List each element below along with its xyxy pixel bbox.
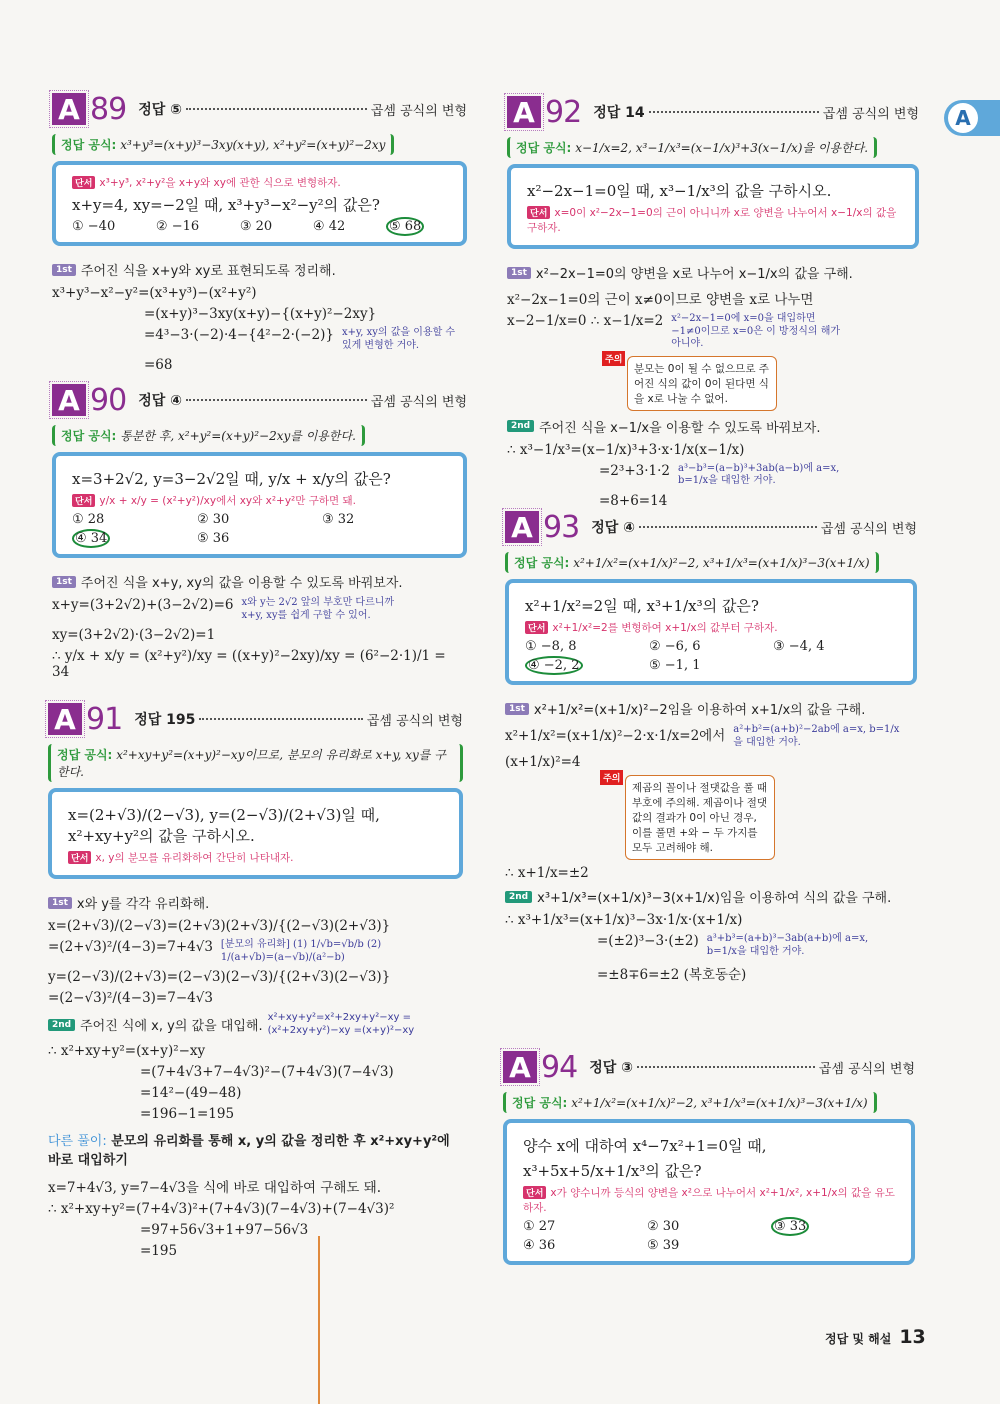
hint-text: x가 양수니까 등식의 양변을 x²으로 나누어서 x²+1/x², x+1/x의 값을 유도하자. [523,1187,895,1214]
answer-label: 정답 ⑤ [138,102,182,118]
solution-line [52,357,467,373]
choice-text: ② 30 [197,512,230,527]
level-badge: A [48,703,82,735]
equation: xy=(3+2√2)·(3−2√2)=1 [52,627,216,643]
step-text: x²+1/x²=(x+1/x)²−2임을 이용하여 x+1/x의 값을 구해. [533,703,866,718]
equation: =195 [140,1243,178,1259]
solution-line [52,627,467,643]
hint [72,175,447,190]
solution-line [48,1085,463,1101]
problem-number: 92 [545,94,582,130]
solution-line [48,990,463,1006]
choice-1[interactable] [72,219,138,234]
choice-text: ① −8, 8 [525,639,577,654]
choice-text: ② −6, 6 [649,639,701,654]
page-footer [825,1326,926,1348]
equation: x²−2x−1=0의 근이 x≠0이므로 양변을 x로 나누면 [507,292,814,308]
hint-text: x²+1/x²=2를 변형하여 x+1/x의 값부터 구하자. [552,622,778,634]
side-note: x²−2x−1=0에 x=0을 대입하면 −1≠0이므로 x=0은 이 방정식의 해가 아니야. [671,313,841,349]
choice-1[interactable] [523,1219,647,1234]
problem-number: 94 [541,1049,578,1085]
choice-text: ④ −2, 2 [525,656,583,675]
hint [525,620,897,635]
answer-formula [507,137,877,158]
question-text: x³+5x+5/x+1/x³의 값은? [523,1162,702,1180]
dot-leader [199,718,362,720]
answer-label: 정답 ③ [589,1060,633,1076]
answer-label: 정답 ④ [138,393,182,409]
side-note: x²+xy+y²=x²+2xy+y²−xy =(x²+2xy+y²)−xy =(x+y)²−xy [267,1012,415,1036]
equation: ∴ x³+1/x³=(x+1/x)³−3x·1/x·(x+1/x) [505,912,743,928]
solution-step [505,887,917,906]
solution-line [48,1043,463,1059]
step-tag: 1st [505,703,529,715]
answer-choices [72,512,447,546]
equation: ∴ x+1/x=±2 [505,865,589,881]
equation: ∴ x³−1/x³=(x−1/x)³+3·x·1/x(x−1/x) [507,441,745,458]
choice-2[interactable] [647,1219,771,1234]
solution-line [507,442,919,458]
topic-label: 곱셈 공식의 변형 [370,103,467,119]
equation: y=(2−√3)/(2+√3)=(2−√3)(2−√3)/{(2+√3)(2−√3)} [48,969,391,985]
side-note: a³−b³=(a−b)³+3ab(a−b)에 a=x, b=1/x을 대입한 거야. [677,462,840,486]
question-box [505,579,917,685]
topic-label: 곱셈 공식의 변형 [822,106,919,122]
step-tag: 1st [507,267,531,279]
dot-leader [649,111,819,113]
answer-formula [52,134,394,155]
solution-line [48,939,463,964]
hint-tag: 단서 [72,494,95,507]
problem-header [52,383,467,417]
question-box [52,161,467,246]
problem-89 [52,92,467,378]
choice-5[interactable] [197,531,322,546]
solution-line [505,754,917,770]
step-tag: 1st [48,897,72,909]
solution-line [507,463,919,488]
equation: =2³+3·1·2 [599,462,670,479]
alt-label: 다른 풀이: [48,1134,107,1149]
choice-1[interactable] [72,512,197,527]
caution-tag: 주의 [602,351,625,366]
answer-choices [525,639,897,673]
equation: =196−1=195 [140,1106,235,1122]
solution-line [52,327,467,352]
solution-line [507,493,919,509]
solution-line [48,1243,463,1259]
question-text: 양수 x에 대하여 x⁴−7x²+1=0일 때, [523,1137,767,1155]
choice-4[interactable] [523,1238,647,1253]
dot-leader [186,108,367,110]
side-note: x+y, xy의 값을 이용할 수 있게 변형한 거야. [341,327,456,351]
choice-text: ① −40 [72,219,116,234]
dot-leader [186,399,367,401]
step-tag: 2nd [507,420,534,432]
step-tag: 1st [52,576,76,588]
problem-92 [507,95,919,514]
side-note: a³+b³=(a+b)³−3ab(a+b)에 a=x, b=1/x을 대입한 거야. [706,933,869,957]
choice-text: ③ 33 [771,1217,809,1236]
hint-tag: 단서 [527,206,550,219]
choice-text: ④ 36 [523,1238,556,1253]
level-badge: A [505,511,539,543]
step-tag: 2nd [505,891,532,903]
hint [72,493,447,508]
hint-tag: 단서 [523,1186,546,1199]
equation: =(7+4√3+7−4√3)²−(7+4√3)(7−4√3) [140,1064,394,1080]
section-tab[interactable] [944,100,1000,136]
choice-text: ① 27 [523,1219,556,1234]
level-badge: A [503,1051,537,1083]
solution-step [505,699,917,718]
choice-text: ② −16 [155,219,200,234]
caution-box [605,354,777,411]
solution-line [507,313,919,351]
solution-step [48,893,463,912]
step-text: x³+1/x³=(x+1/x)³−3(x+1/x)임을 이용하여 식의 값을 구해. [537,891,892,906]
equation: ∴ x²+xy+y²=(x+y)²−xy [48,1043,206,1059]
formula-label: 정답 공식: [516,141,572,155]
equation: x−2−1/x=0 ∴ x−1/x=2 [507,313,664,329]
equation: =(±2)³−3·(±2) [597,933,699,949]
answer-formula [52,425,365,446]
question-box [503,1119,915,1265]
section-tab-label: A [948,103,978,133]
equation: ∴ x²+xy+y²=(7+4√3)²+(7+4√3)(7−4√3)+(7−4√3)² [48,1201,395,1217]
hint-tag: 단서 [68,851,91,864]
answer-formula [503,1092,877,1113]
alternative-solution [48,1130,463,1168]
side-note: a²+b²=(a+b)²−2ab에 a=x, b=1/x을 대입한 거야. [733,724,900,748]
problem-number: 90 [90,382,127,418]
level-badge: A [507,96,541,128]
question-text: x²+1/x²=2일 때, x³+1/x³의 값은? [525,597,759,615]
level-badge: A [52,384,86,416]
hint-tag: 단서 [72,176,95,189]
answer-label: 정답 ④ [591,520,635,536]
choice-text: ③ −4, 4 [773,639,825,654]
question-text: x=(2+√3)/(2−√3), y=(2−√3)/(2+√3)일 때, x²+xy+y²의 값을 구하시오. [68,806,380,845]
choice-text: ⑤ 68 [386,217,424,236]
question-text: x+y=4, xy=−2일 때, x³+y³−x²−y²의 값은? [72,196,380,214]
topic-label: 곱셈 공식의 변형 [370,394,467,410]
choice-5[interactable] [649,658,773,673]
level-badge: A [52,93,86,125]
question-box [48,788,463,879]
caution-text: 분모는 0이 될 수 없으므로 주어진 식의 값이 0이 된다면 식을 x로 나눌 수 없어. [634,362,769,405]
topic-label: 곱셈 공식의 변형 [366,713,463,729]
formula-text: x²+1/x²=(x+1/x)²−2, x³+1/x³=(x+1/x)³−3(x+1/x) [573,556,870,570]
hint-text: y/x + x/y = (x²+y²)/xy에서 xy와 x²+y²만 구하면 돼. [99,495,356,507]
alt-text: 분모의 유리화를 통해 x, y의 값을 정리한 후 x²+xy+y²에 바로 대입하기 [48,1134,450,1168]
solution-line [48,1176,463,1196]
answer-choices [72,219,447,234]
choice-5[interactable] [647,1238,771,1253]
choice-text: ⑤ 36 [197,531,230,546]
solution-line [507,288,919,308]
side-note: [분모의 유리화] (1) 1/√b=√b/b (2) 1/(a+√b)=(a−√b)/(a²−b) [220,939,382,963]
choice-2[interactable] [197,512,322,527]
footer-label: 정답 및 해설 [825,1332,892,1346]
problem-94 [503,1050,915,1279]
dot-leader [639,526,817,528]
solution-line [505,724,917,749]
choice-text: ③ 20 [239,219,273,234]
solution-line [52,306,467,322]
solution-line [48,918,463,934]
topic-label: 곱셈 공식의 변형 [818,1061,915,1077]
equation: =68 [144,357,173,373]
problem-header [48,702,463,736]
hint [527,205,899,235]
problem-header [507,95,919,129]
caution-box [603,774,775,860]
step-text: x²−2x−1=0의 양변을 x로 나누어 x−1/x의 값을 구해. [535,267,853,282]
formula-text: x−1/x=2, x³−1/x³=(x−1/x)³+3(x−1/x)을 이용한다. [575,141,869,155]
formula-text: x²+1/x²=(x+1/x)²−2, x³+1/x³=(x+1/x)³−3(x+1/x) [571,1096,868,1110]
formula-label: 정답 공식: [61,429,117,443]
equation: x+y=(3+2√2)+(3−2√2)=6 [52,597,234,613]
step-text: 주어진 식을 x−1/x을 이용할 수 있도록 바꿔보자. [539,420,821,436]
solution-line [505,865,917,881]
step-text: 주어진 식을 x+y와 xy로 표현되도록 정리해. [80,264,336,279]
equation: x²+1/x²=(x+1/x)²−2·x·1/x=2에서 [505,728,726,744]
dot-leader [637,1066,815,1068]
choice-3[interactable] [240,219,295,234]
choice-text: ④ 42 [312,219,346,234]
page-number: 13 [899,1326,926,1348]
equation: x=(2+√3)/(2−√3)=(2+√3)(2+√3)/{(2−√3)(2+√3)} [48,918,391,934]
problem-header [52,92,467,126]
equation: =(2+√3)²/(4−3)=7+4√3 [48,939,213,955]
solution-line [505,933,917,958]
hint-tag: 단서 [525,621,548,634]
equation: =14²−(49−48) [140,1085,242,1101]
question-text: x=3+2√2, y=3−2√2일 때, y/x + x/y의 값은? [72,470,391,488]
solution-line [48,1222,463,1238]
formula-label: 정답 공식: [61,138,117,152]
answer-choices [523,1219,895,1253]
equation: (x+1/x)²=4 [505,754,581,770]
step-text: x와 y를 각각 유리화해. [76,897,210,912]
formula-text: x²+xy+y²=(x+y)²−xy이므로, 분모의 유리화로 x+y, xy를 구한다. [57,748,446,779]
choice-text: ③ 32 [322,512,355,527]
choice-2[interactable] [156,219,222,234]
step-tag: 2nd [48,1019,75,1031]
equation: x³+y³−x²−y²=(x³+y³)−(x²+y²) [52,285,257,301]
formula-label: 정답 공식: [57,748,113,762]
caution-text: 제곱의 꼴이나 절댓값을 풀 때 부호에 주의해. 제곱이나 절댓값의 결과가 0이 아닌 경우, 이를 풀면 +와 − 두 가지를 모두 고려해야 해. [632,782,768,854]
solution-line [52,648,467,680]
choice-4[interactable] [313,219,368,234]
formula-label: 정답 공식: [514,556,570,570]
problem-number: 91 [86,701,123,737]
equation: =(x+y)³−3xy(x+y)−{(x+y)²−2xy} [144,306,377,322]
choice-text: ② 30 [647,1219,680,1234]
choice-2[interactable] [649,639,773,654]
solution-line [505,912,917,928]
choice-text: ⑤ −1, 1 [649,658,701,673]
hint [523,1185,895,1215]
answer-formula [48,744,463,782]
equation: ∴ y/x + x/y = (x²+y²)/xy = ((x+y)²−2xy)/xy = (6²−2·1)/1 = 34 [52,648,446,680]
formula-label: 정답 공식: [512,1096,568,1110]
solution-line [48,1064,463,1080]
answer-label: 정답 14 [593,105,645,121]
choice-3[interactable] [322,512,447,527]
side-note: x와 y는 2√2 앞의 부호만 다르니까 x+y, xy를 쉽게 구할 수 있어. [241,597,395,621]
topic-label: 곱셈 공식의 변형 [820,521,917,537]
formula-text: 통분한 후, x²+y²=(x+y)²−2xy를 이용한다. [120,429,356,443]
solution-line [48,1106,463,1122]
solution-step [52,260,467,279]
equation: =8+6=14 [599,492,668,509]
solution-line [52,285,467,301]
equation: =97+56√3+1+97−56√3 [140,1222,309,1238]
hint-text: x³+y³, x²+y²을 x+y와 xy에 관한 식으로 변형하자. [99,177,341,189]
hint-text: x, y의 분모를 유리화하여 간단히 나타내자. [95,852,294,864]
formula-text: x³+y³=(x+y)³−3xy(x+y), x²+y²=(x+y)²−2xy [120,138,386,152]
solution-line [48,969,463,985]
hint [68,850,443,865]
equation: =(2−√3)²/(4−3)=7−4√3 [48,990,213,1006]
choice-1[interactable] [525,639,649,654]
answer-label: 정답 195 [134,712,196,728]
equation: x=7+4√3, y=7−4√3을 식에 바로 대입하여 구해도 돼. [48,1180,382,1196]
solution-line [505,963,917,983]
question-box [52,452,467,558]
problem-number: 89 [90,91,127,127]
problem-93 [505,510,917,988]
solution-step [52,572,467,591]
equation: =±8∓6=±2 (복호동순) [597,967,747,983]
problem-number: 93 [543,509,580,545]
choice-text: ④ 34 [72,529,110,548]
problem-header [505,510,917,544]
solution-step [507,417,919,436]
solution-step [48,1012,463,1037]
choice-3[interactable] [773,639,897,654]
step-text: 주어진 식에 x, y의 값을 대입해. [80,1019,263,1034]
solution-line [48,1201,463,1217]
problem-header [503,1050,915,1084]
step-tag: 1st [52,264,76,276]
question-text: x²−2x−1=0일 때, x³−1/x³의 값을 구하시오. [527,182,832,200]
choice-text: ⑤ 39 [647,1238,680,1253]
equation: =4³−3·(−2)·4−{4²−2·(−2)} [144,327,334,343]
choice-3[interactable] [771,1219,895,1234]
choice-5[interactable] [386,219,447,234]
question-box [507,164,919,249]
solution-step [507,263,919,282]
caution-tag: 주의 [600,770,623,785]
solution-line [52,597,467,622]
hint-text: x=0이 x²−2x−1=0의 근이 아니니까 x로 양변을 나누어서 x−1/x의 값을 구하자. [527,207,897,234]
problem-90 [52,383,467,685]
choice-4[interactable] [72,531,197,546]
choice-text: ① 28 [72,512,105,527]
answer-formula [505,552,879,573]
problem-91 [48,702,463,1264]
choice-4[interactable] [525,658,649,673]
step-text: 주어진 식을 x+y, xy의 값을 이용할 수 있도록 바꿔보자. [80,576,403,591]
